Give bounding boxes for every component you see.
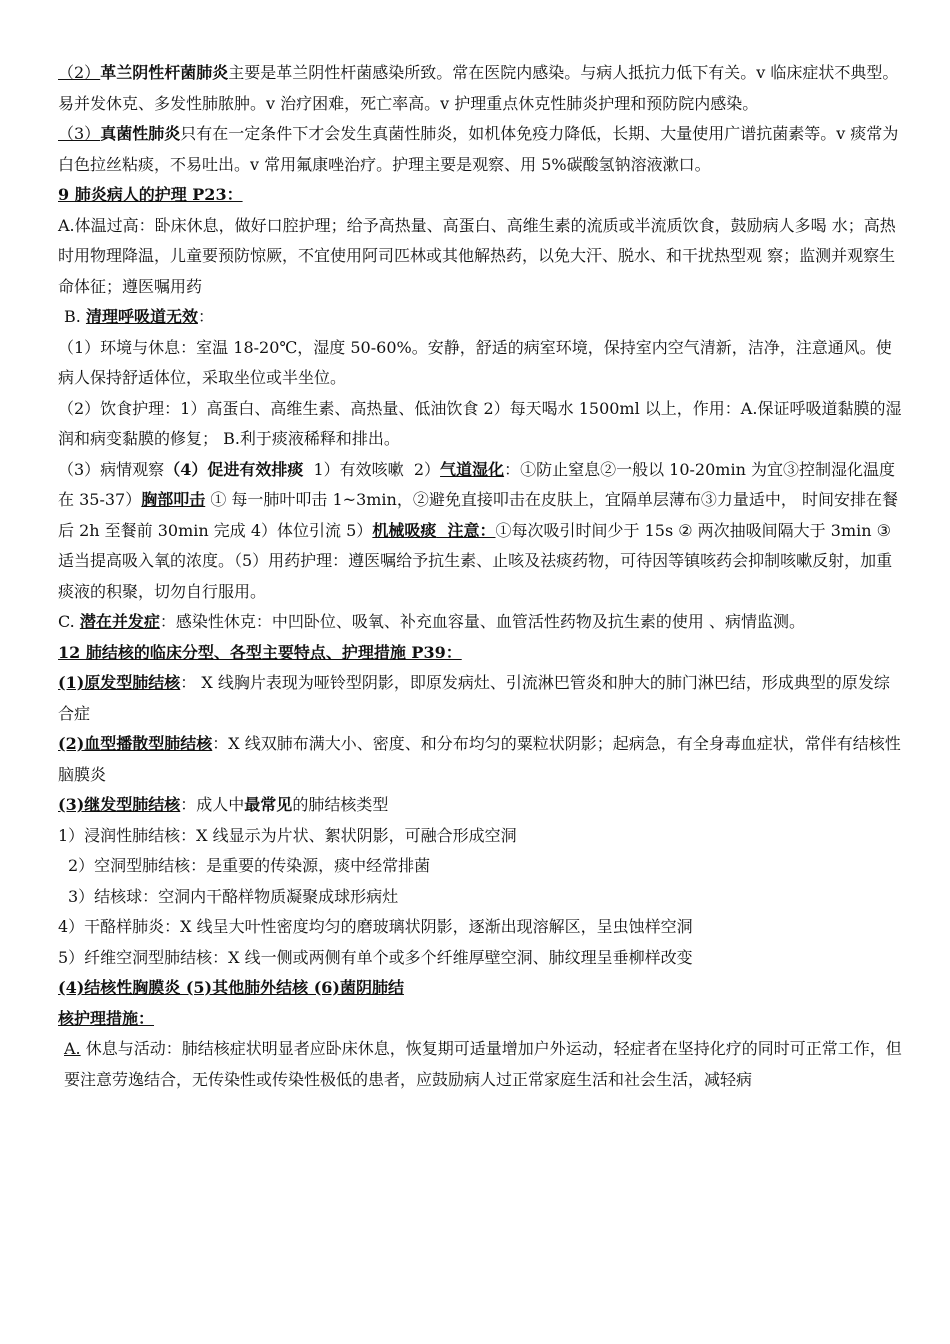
- term-heading: 机械吸痰: [372, 520, 437, 540]
- item-prefix: B.: [64, 307, 86, 326]
- paragraph-text: ：X 线双肺布满大小、密度、和分布均匀的粟粒状阴影；起病急，有全身毒血症状，常伴有结核性脑膜炎: [58, 734, 901, 784]
- colon: ：: [197, 307, 214, 326]
- term-heading: （4）促进有效排痰: [164, 459, 304, 479]
- text-segment: ① 每一肺叶叩击 1~3min，②避免直接叩击在皮肤上，宜隔单层薄布③力量适中， 时间安排在餐后 2h 至餐前 30min 完成 4）体位引流 5）: [58, 490, 898, 540]
- section-heading-9: 9 肺炎病人的护理 P23：: [58, 185, 243, 204]
- text-segment: （3）病情观察: [58, 459, 165, 479]
- section-heading-nursing: 核护理措施：: [58, 1008, 155, 1028]
- paragraph-text: 休息与活动：肺结核症状明显者应卧床休息，恢复期可适量增加户外运动，轻症者在坚持化疗的同时可正常工作，但要注意劳逸结合，无传染性或传染性极低的患者，应鼓励病人过正常家庭生活和社会生活，减轻病: [64, 1039, 902, 1089]
- item-number: （2）: [58, 63, 101, 82]
- paragraph-environment: （1）环境与休息：室温 18-20℃，湿度 50-60%。安静，舒适的病室环境，保持室内空气清新，洁净，注意通风。使病人保持舒适体位，采取坐位或半坐位。: [58, 337, 892, 387]
- term-heading: 胸部叩击: [141, 490, 206, 509]
- term-heading: 革兰阴性杆菌肺炎: [100, 63, 229, 82]
- paragraph-tb-type-3: [58, 790, 904, 821]
- paragraph-gram-negative-pneumonia: [58, 58, 904, 119]
- section-heading-12: 12 肺结核的临床分型、各型主要特点、护理措施 P39：: [58, 642, 462, 662]
- paragraph-rest-activity: [58, 1034, 904, 1095]
- list-item: 1）浸润性肺结核：X 线显示为片状、絮状阴影，可融合形成空洞: [58, 825, 517, 845]
- emphasis: 最常见: [244, 795, 293, 814]
- text-segment: ①每次吸引时间少于 15s ② 两次抽吸间隔大于 3min ③ 适当提高吸入氧的浓度。（5）用药护理：遵医嘱给予抗生素、止咳及祛痰药物，可待因等镇咳药会抑制咳嗽反射，加重痰液的积聚，切勿自行服用。: [58, 520, 893, 601]
- term-heading: 气道湿化: [440, 459, 505, 479]
- paragraph-text: ：感染性休克：中凹卧位、吸氧、补充血容量、血管活性药物及抗生素的使用 、病情监测。: [159, 612, 805, 631]
- list-item: 4）干酪样肺炎：X 线呈大叶性密度均匀的磨玻璃状阴影，逐渐出现溶解区，呈虫蚀样空洞: [58, 917, 693, 936]
- spacer: [436, 521, 447, 540]
- term-heading: (3)继发型肺结核: [58, 795, 181, 814]
- paragraph-tb-type-2: [58, 729, 904, 790]
- term-heading: 潜在并发症: [79, 612, 160, 631]
- term-heading: 真菌性肺炎: [100, 124, 181, 143]
- text-segment: 1）有效咳嗽 2）: [303, 459, 441, 479]
- paragraph-text: 只有在一定条件下才会发生真菌性肺炎，如机体免疫力降低，长期、大量使用广谱抗菌素等。v 痰常为白色拉丝粘痰，不易吐出。v 常用氟康唑治疗。护理主要是观察、用 5%碳酸氢钠溶液漱口。: [58, 124, 899, 174]
- list-item: 5）纤维空洞型肺结核：X 线一侧或两侧有单个或多个纤维厚壁空洞、肺纹理呈垂柳样改变: [58, 947, 693, 967]
- text-segment: ：成人中: [180, 795, 245, 814]
- item-prefix: C.: [58, 612, 80, 631]
- paragraph-fungal-pneumonia: [58, 119, 904, 180]
- term-heading: 清理呼吸道无效: [85, 307, 198, 326]
- list-item: 2）空洞型肺结核：是重要的传染源，痰中经常排菌: [68, 856, 431, 875]
- text-segment: ：①防止窒息②一般以 10-20min 为宜③控制湿化温度在 35-37）: [58, 459, 895, 509]
- paragraph-tb-type-1: [58, 668, 904, 729]
- paragraph-text: 主要是革兰阴性杆菌感染所致。常在医院内感染。与病人抵抗力低下有关。v 临床症状不典型。易并发休克、多发性肺脓肿。v 治疗困难，死亡率高。v 护理重点休克性肺炎护理和预防院内感染。: [58, 63, 899, 113]
- term-heading: 注意：: [447, 520, 496, 540]
- item-number: （3）: [58, 124, 101, 143]
- paragraph-complications: [58, 607, 904, 638]
- paragraph-fever: A.体温过高：卧床休息，做好口腔护理；给予高热量、高蛋白、高维生素的流质或半流质饮食，鼓励病人多喝 水；高热时用物理降温，儿童要预防惊厥，不宜使用阿司匹林或其他解热药，以免大汗、脱水、和干扰热型观 察；监测并观察生命体征；遵医嘱用药: [58, 215, 896, 296]
- list-item: 3）结核球：空洞内干酪样物质凝聚成球形病灶: [68, 886, 399, 906]
- text-segment: 的肺结核类型: [292, 795, 389, 814]
- item-prefix: A.: [64, 1039, 81, 1058]
- term-heading: (2)血型播散型肺结核: [58, 734, 213, 753]
- paragraph-sputum: [58, 455, 904, 608]
- term-heading: (1)原发型肺结核: [58, 673, 181, 692]
- paragraph-diet: （2）饮食护理：1）高蛋白、高维生素、高热量、低油饮食 2）每天喝水 1500ml 以上，作用：A.保证呼吸道黏膜的湿润和病变黏膜的修复； B.利于痰液稀释和排出。: [58, 398, 902, 448]
- paragraph-airway-heading: [58, 302, 904, 333]
- paragraph-text: ： X 线胸片表现为哑铃型阴影，即原发病灶、引流淋巴管炎和肿大的肺门淋巴结，形成典型的原发综合症: [58, 673, 890, 723]
- paragraph-tb-types-4-6: (4)结核性胸膜炎 (5)其他肺外结核 (6)菌阴肺结: [58, 978, 404, 997]
